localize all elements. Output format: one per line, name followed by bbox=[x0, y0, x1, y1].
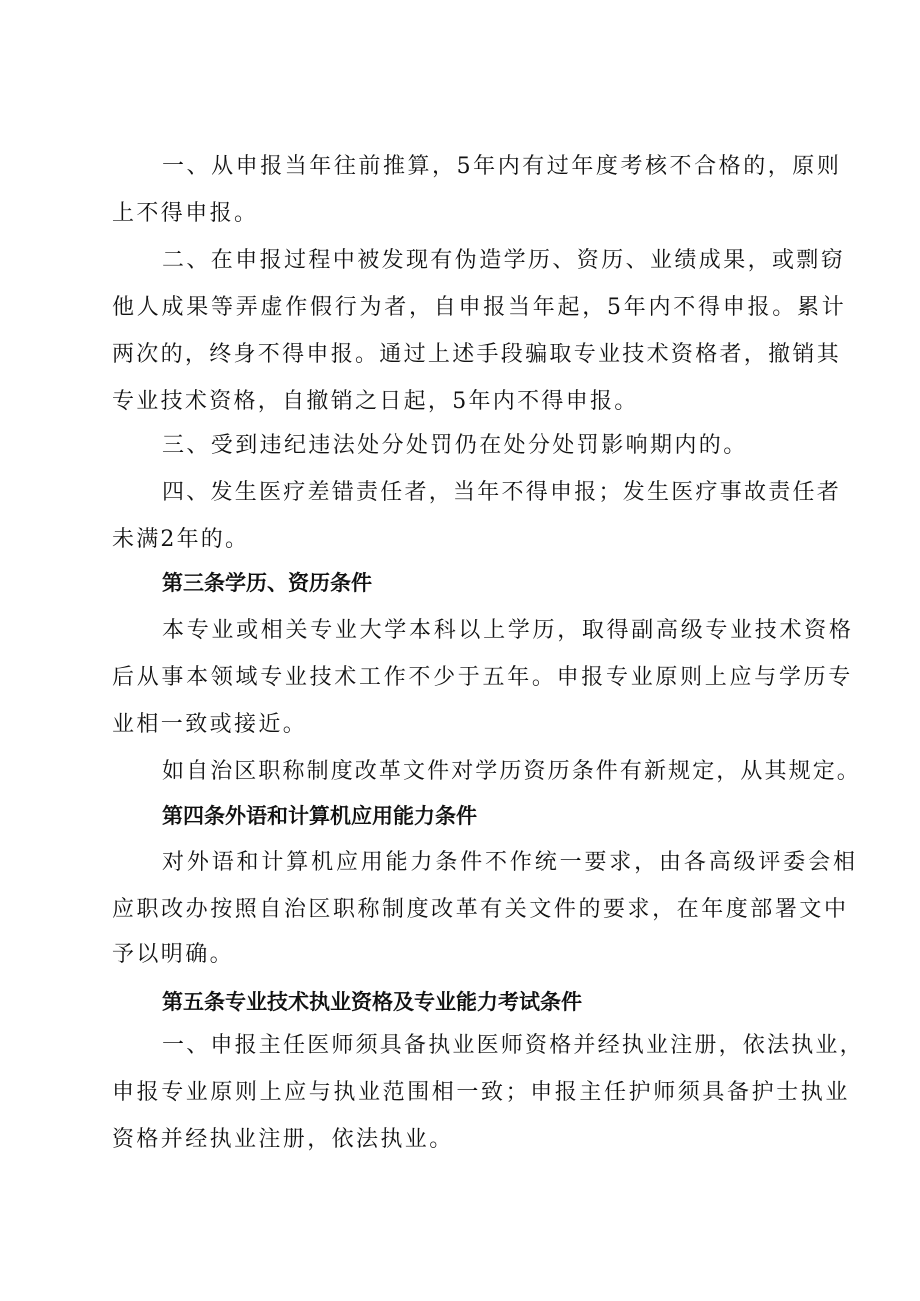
paragraph-line: 两次的，终身不得申报。通过上述手段骗取专业技术资格者，撤销其 bbox=[112, 342, 842, 367]
paragraph-line: 上不得申报。 bbox=[112, 201, 259, 226]
paragraph-line: 专业技术资格，自撤销之日起，5年内不得申报。 bbox=[112, 389, 639, 414]
paragraph-line: 后从事本领域专业技术工作不少于五年。申报专业原则上应与学历专 bbox=[112, 665, 854, 690]
paragraph-line: 他人成果等弄虚作假行为者，自申报当年起，5年内不得申报。累计 bbox=[112, 295, 847, 320]
paragraph-line: 对外语和计算机应用能力条件不作统一要求，由各高级评委会相 bbox=[162, 850, 858, 875]
paragraph-line: 二、在申报过程中被发现有伪造学历、资历、业绩成果，或剽窃 bbox=[162, 248, 846, 273]
paragraph-line: 应职改办按照自治区职称制度改革有关文件的要求，在年度部署文中 bbox=[112, 897, 849, 922]
paragraph-line: 一、从申报当年往前推算，5年内有过年度考核不合格的，原则 bbox=[162, 154, 842, 179]
paragraph-line: 予以明确。 bbox=[112, 942, 235, 967]
paragraph-line: 三、受到违纪违法处分处罚仍在处分处罚影响期内的。 bbox=[162, 433, 748, 458]
paragraph-line: 申报专业原则上应与执业范围相一致；申报主任护师须具备护士执业 bbox=[112, 1080, 851, 1105]
paragraph-line: 业相一致或接近。 bbox=[112, 712, 308, 737]
paragraph-line: 本专业或相关专业大学本科以上学历，取得副高级专业技术资格 bbox=[162, 618, 854, 643]
paragraph-line: 一、申报主任医师须具备执业医师资格并经执业注册，依法执业， bbox=[162, 1033, 864, 1058]
paragraph-line: 如自治区职称制度改革文件对学历资历条件有新规定，从其规定。 bbox=[162, 759, 861, 784]
paragraph-line: 资格并经执业注册，依法执业。 bbox=[112, 1127, 454, 1152]
section-heading: 第五条专业技术执业资格及专业能力考试条件 bbox=[162, 990, 582, 1014]
paragraph-line: 未满2年的。 bbox=[112, 527, 250, 552]
paragraph-line: 四、发生医疗差错责任者，当年不得申报；发生医疗事故责任者 bbox=[162, 480, 842, 505]
section-heading: 第四条外语和计算机应用能力条件 bbox=[162, 804, 477, 828]
section-heading: 第三条学历、资历条件 bbox=[162, 571, 372, 595]
